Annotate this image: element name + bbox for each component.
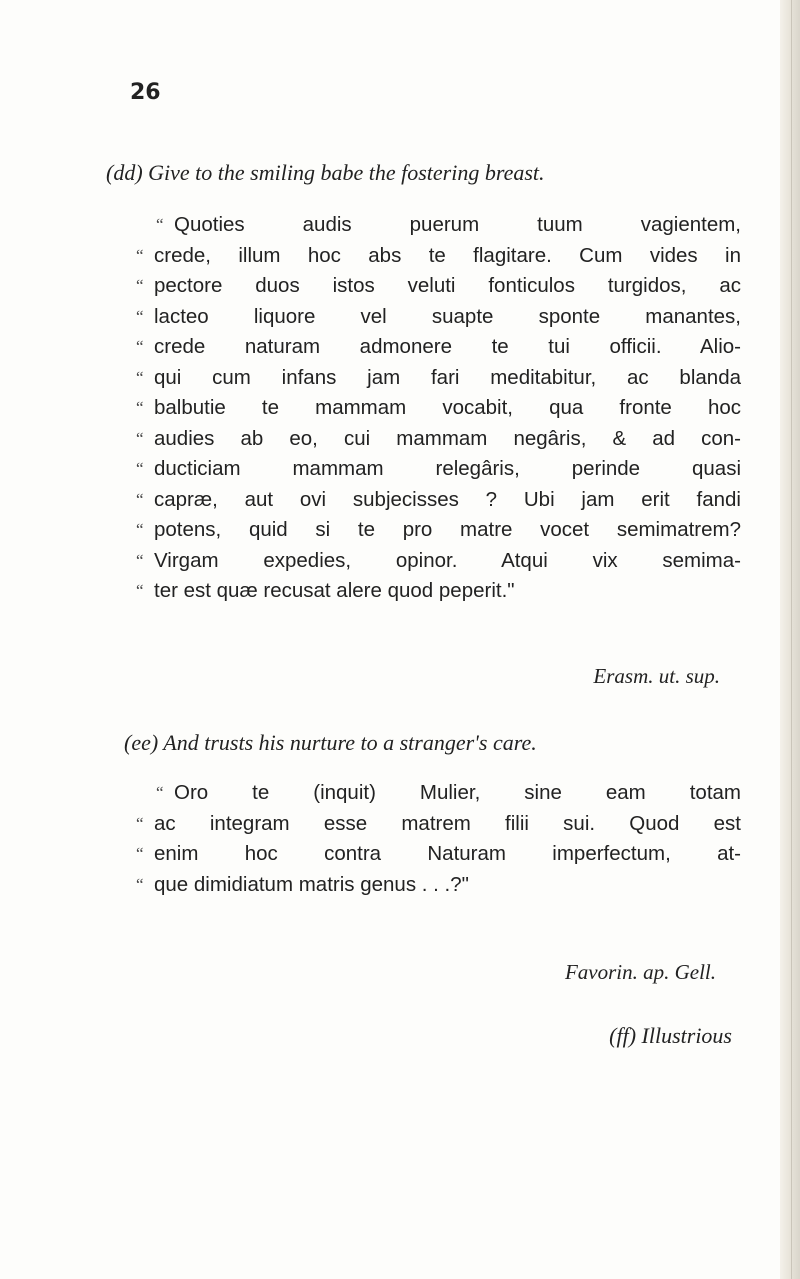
- quote-mark: “: [136, 367, 144, 387]
- note-ee-attribution: Favorin. ap. Gell.: [564, 960, 716, 984]
- quote-line: “ ac integram esse matrem filii sui. Quod est: [136, 809, 741, 840]
- quote-line: “ ducticiam mammam relegâris, perinde quasi: [136, 454, 741, 485]
- page-edge-line: [791, 0, 792, 1279]
- note-dd-label: (dd): [106, 160, 143, 185]
- quote-line: “ crede naturam admonere te tui officii. Alio-: [136, 332, 741, 363]
- note-dd-attribution: Erasm. ut. sup.: [593, 664, 720, 688]
- quote-mark: “: [136, 306, 144, 326]
- note-ee-heading: [124, 730, 537, 756]
- quote-mark: “: [136, 428, 144, 448]
- quote-mark: “: [136, 398, 144, 417]
- note-dd-quote: [136, 210, 741, 607]
- quote-mark: “: [136, 874, 144, 894]
- quote-line: “ que dimidiatum matris genus . . .?": [136, 870, 741, 901]
- quote-line: “ Oro te (inquit) Mulier, sine eam totam: [136, 778, 741, 809]
- quote-mark: “: [136, 337, 144, 356]
- quote-mark: “: [136, 245, 144, 265]
- quote-line: “ qui cum infans jam fari meditabitur, ac blanda: [136, 363, 741, 394]
- quote-line: “ Quoties audis puerum tuum vagientem,: [136, 210, 741, 241]
- quote-line: “ pectore duos istos veluti fonticulos turgidos, ac: [136, 271, 741, 302]
- note-dd-heading: [106, 160, 545, 186]
- quote-line: “ Virgam expedies, opinor. Atqui vix semima-: [136, 546, 741, 577]
- quote-mark: “: [156, 215, 164, 234]
- quote-mark: “: [136, 581, 144, 600]
- quote-mark: “: [136, 844, 144, 863]
- quote-line: “ lacteo liquore vel suapte sponte manantes,: [136, 302, 741, 333]
- catchword: (ff) Illustrious: [609, 1023, 732, 1048]
- quote-line: “ ter est quæ recusat alere quod peperit.": [136, 576, 741, 607]
- quote-line: “ capræ, aut ovi subjecisses ? Ubi jam erit fandi: [136, 485, 741, 516]
- quote-line: “ potens, quid si te pro matre vocet semimatrem?: [136, 515, 741, 546]
- note-ee-quote: [136, 778, 741, 900]
- page-number: 26: [130, 80, 161, 105]
- note-dd-heading-text: Give to the smiling babe the fostering breast.: [148, 160, 545, 185]
- quote-line: “ audies ab eo, cui mammam negâris, & ad con-: [136, 424, 741, 455]
- quote-mark: “: [136, 459, 144, 478]
- quote-mark: “: [136, 550, 144, 570]
- note-ee-label: (ee): [124, 730, 159, 755]
- quote-line: “ balbutie te mammam vocabit, qua fronte hoc: [136, 393, 741, 424]
- quote-line: “ enim hoc contra Naturam imperfectum, at-: [136, 839, 741, 870]
- quote-mark: “: [136, 520, 144, 539]
- page-edge: [780, 0, 800, 1279]
- note-ee-heading-text: And trusts his nurture to a stranger's care.: [163, 730, 537, 755]
- quote-mark: “: [136, 276, 144, 295]
- quote-line: “ crede, illum hoc abs te flagitare. Cum vides in: [136, 241, 741, 272]
- quote-mark: “: [136, 489, 144, 509]
- quote-mark: “: [156, 783, 164, 802]
- quote-mark: “: [136, 813, 144, 833]
